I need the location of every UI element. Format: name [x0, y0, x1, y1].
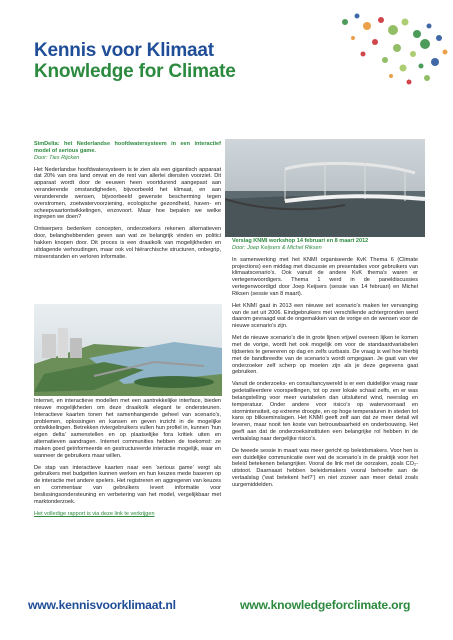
right-article: [232, 238, 418, 494]
footer-url-nl[interactable]: www.kennisvoorklimaat.nl: [28, 598, 176, 612]
paragraph: De tweede sessie in maart was meer gericht op beleidsmakers. Voor hen is een duidelijke communicatie over wat de scenario’s in de praktijk voor het beleid betekenen belangrijker. Vooral de link met de oorzaken, zoals CO₂- uitstoot. Daarnaast hebben beleidsmakers vooral behoefte aan de vertaalslag (‘wat betekent het?’) en niet zozeer aan meer detail zoals uurgemiddelden.: [232, 447, 418, 488]
header-title-nl: Kennis voor Klimaat: [34, 40, 214, 61]
paragraph: In samenwerking met het KNMI organiseerde KvK Thema 6 (Climate projections) een middag met discussie en presentaties voor gebruikers van klimaatscenario’s. Ook vanuit de andere KvK thema’s waren er vertegenwoordigers. Thema 1 werd in de paneldiscussies vertegenwoordigd door Joep Keijsers (sessie van 14 februari) en Michel Riksen (sessie van 8 maart).: [232, 256, 418, 297]
logo-dot: [388, 25, 398, 35]
simdelta-image: [34, 304, 222, 396]
right-article-title: Verslag KNMI workshop 14 februari en 8 maart 2012: [232, 238, 369, 244]
logo-dot: [372, 39, 378, 45]
logo-dot: [410, 51, 416, 57]
left-article-author: Door: Ties Rijcken: [34, 154, 80, 161]
logo-dot: [382, 57, 388, 63]
logo-dot: [393, 44, 401, 52]
left-article-continued: [34, 398, 221, 518]
logo-dot: [351, 36, 355, 40]
logo-dot: [378, 17, 384, 23]
paragraph: Vanuit de onderzoeks- en consultancywereld is er een duidelijke vraag naar gedetailleerdere voorspellingen, tot op zeer lokale schaal zelfs, en er was belangstelling voor meer variabelen dan uitsluitend wind, neerslag en temperatuur. Onder andere voor risico’s op watervoorraad en stormintensiteit, op extreme droogte, en op hoge temperaturen in steden tot kans op blikseminslagen. Het KNMI geeft zelf aan dat ze meer detail wil leveren, maar nooit ten koste van betrouwbaarheid en onderbouwing. Het geeft aan dat de onderzoeksinstituten een belangrijke rol hebben in de vertaalslag naar dergelijke risico’s.: [232, 381, 418, 442]
report-link[interactable]: Het volledige rapport is via deze link te verkrijgen: [34, 510, 155, 517]
header-title-en: Knowledge for Climate: [34, 61, 236, 82]
logo-dot: [420, 39, 430, 49]
logo-dot: [427, 24, 432, 29]
logo-dot: [342, 19, 348, 25]
logo-dot: [363, 22, 371, 30]
paragraph: Het Nederlandse hoofdwatersysteem is te zien als een gigantisch apparaat dat 20% van ons land omvat en de rest van allerlei diensten voorziet. Dit apparaat wordt door de eeuwen heen voortdurend aangepast aan veranderende omstandigheden, bijvoorbeeld het klimaat, en aan veranderende wensen, bijvoorbeeld gewenste bescherming tegen overstromen, zoetwatervoorziening, ecologische gezondheid, haven- en scheepvaartontwikkelingen, enzovoort. Maar hoe bepalen we welke ingrepen we doen?: [34, 166, 221, 221]
logo-dot: [419, 64, 424, 69]
paragraph: Met de nieuwe scenario’s die in grote lijnen vrijwel overeen lijken te komen met de vorige, wordt het ook mogelijk om voor de standaardvariabelen tijdseries te genereren op dag en zelfs uurbasis. De vraag is wel hoe hierbij met de bandbreedte van de scenario’s wordt omgegaan. Je gaat van vier onderzoeker zelf scherp op moeten zijn als je deze gegevens gaat gebruiken.: [232, 335, 418, 376]
logo-dot: [402, 19, 409, 26]
logo-dot: [413, 30, 421, 38]
logo-dot: [407, 80, 412, 85]
logo-dot: [436, 35, 442, 41]
header: [34, 40, 236, 83]
logo-dot: [431, 58, 439, 66]
logo-dot: [443, 50, 448, 55]
logo-dot: [355, 14, 360, 19]
footer-url-en[interactable]: www.knowledgeforclimate.org: [240, 598, 411, 612]
left-article-title: SimDelta: het Nederlandse hoofdwatersysteem in een interactief model of serious game.: [34, 141, 221, 154]
logo-dot: [361, 52, 366, 57]
paragraph: Internet, en interactieve modellen met een aantrekkelijke interface, bieden nieuwe mogelijkheden om deze draaikolk elegant te ondersteunen. Interactieve kaarten tonen het samenhangende geheel van scenario's, problemen, oplossingen en kansen en geven inzicht in de mogelijke ontwikkelingen. Betrekken riviergebruikers vullen hun profiel in, kunnen ‘hun eigen delta’ samenstellen en op plaatselijke fora kritiek uiten en alternatieven aandragen. Internet communities hebben de toekomst: ze maken goed geïnformeerde en gestructureerde interactie mogelijk, waar en wanneer de gebruikers maar willen.: [34, 398, 221, 459]
logo-dots-icon: [305, 4, 453, 94]
left-article: [34, 141, 221, 266]
paragraph: Het KNMI gaat in 2013 een nieuwe set scenario’s maken ter vervanging van de set uit 2006. Eindgebruikers met verschillende achtergronden werd daarom gevraagd wat de ongemakken van de vorige en de wensen voor de nieuwe scenario’s zijn.: [232, 302, 418, 330]
logo-dot: [424, 75, 430, 81]
logo-dot: [400, 65, 407, 72]
paragraph: De stap van interactieve kaarten naar een ‘serious game’ vergt als gebruikers met budgetten kunnen werken en hun keuzes mede baseren op de interactie met andere spelers. Het registreren en aggregeren van keuzes en commentaar van gebruikers levert informatie voor beslissingsondersteuning en verbetering van het model, vergelijkbaar met marktonderzoek.: [34, 464, 221, 505]
bridge-image: [225, 139, 425, 237]
logo-dot: [389, 74, 393, 78]
paragraph: Ontwerpers bedenken concepten, onderzoekers rekenen alternatieven door, belanghebbenden geven aan wat ze belangrijk vinden en politici hakken knopen door. Dit proces is een draaikolk van mogelijkheden en uitdagende verhoudingen, maar ook vol hiërarchische structuren, onbegrip, misverstanden en verloren informatie.: [34, 226, 221, 260]
right-article-author: Door: Joep Keijsers & Michel Riksen: [232, 244, 322, 251]
